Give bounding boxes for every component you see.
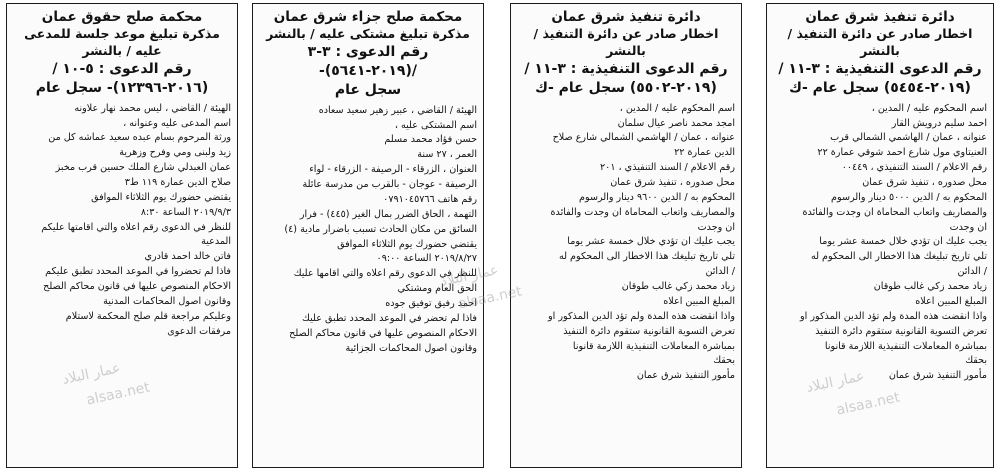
body-line: واذا انقضت هذه المدة ولم تؤد الدين المذكور او (548, 310, 735, 322)
court-name: دائرة تنفيذ شرق عمان (805, 9, 955, 25)
body-line: وقانون اصول المحاكمات الجزائية (345, 342, 477, 354)
notice-body (517, 102, 735, 384)
watermark: عمار البلاد (804, 368, 866, 396)
body-line: العمر ، ٢٧ سنة (417, 149, 477, 161)
body-line: للنظر في الدعوى رقم اعلاه والتي اقامتها عليكم (41, 221, 231, 233)
body-line: رقم هاتف ٠٧٩١٠٤٥٧٦٦ (383, 193, 477, 205)
body-line: ٢٠١٩/٨/٢٧ الساعة ٠٩:٠٠ (376, 253, 477, 265)
body-line: التهمة ، الحاق الضرر بمال الغير (٤٤٥) - فرار (299, 208, 477, 220)
body-line: بمباشرة المعاملات التنفيذية اللازمة قانونا (824, 340, 987, 352)
notice-civil-court (6, 3, 238, 468)
body-line: الهيئة / القاضي ، عبير زهير سعيد سعاده (318, 104, 477, 116)
body-line: يقتضي حضورك يوم الثلاثاء الموافق (337, 238, 477, 250)
court-name: محكمة صلح جزاء شرق عمان (273, 9, 463, 25)
body-line: فاذا لم تحضروا في الموعد المحدد تطبق عليكم (45, 266, 231, 278)
body-line: يجب عليك ان تؤدي خلال خمسة عشر يوما (567, 236, 735, 248)
case-register: (٢٠١٩-٥٥٠٢) سجل عام -ك (535, 79, 717, 96)
court-name: دائرة تنفيذ شرق عمان (551, 9, 701, 25)
notice-body (13, 102, 231, 340)
body-line: محل صدوره ، تنفيذ شرق عمان (862, 177, 987, 189)
body-line: بمباشرة المعاملات التنفيذية اللازمة قانونا (572, 340, 735, 352)
body-line: اسم المدعى عليه وعنوانه ، (123, 117, 231, 129)
body-line: والمصاريف واتعاب المحاماة ان وجدت والفائدة (802, 206, 987, 218)
body-line: والمصاريف واتعاب المحاماة ان وجدت والفائدة (550, 206, 735, 218)
body-line: مأمور التنفيذ شرق عمان (888, 370, 987, 382)
body-line: / الدائن (705, 266, 735, 278)
body-line: الهيئة / القاضي ، ليس محمد نهار علاونه (74, 102, 231, 114)
body-line: اسم المشتكى عليه ، (394, 119, 477, 131)
body-line: للنظر في الدعوى رقم اعلاه والتي اقامها عليك (293, 268, 477, 280)
body-line: رقم الاعلام / السند التنفيذي ، ٠٠٤٤٩ (841, 162, 987, 174)
body-line: بحقك (965, 355, 987, 367)
body-line: المبلغ المبين اعلاه (663, 295, 735, 307)
body-line: تعرض التسوية القانونية ستقوم دائرة التنفيذ (815, 325, 987, 337)
body-line: ورثة المرحوم بسام عبده سعيد عماشه كل من (48, 132, 231, 144)
body-line: العنيتاوي مول شارع احمد شوقي عمارة ٢٢ (817, 147, 987, 159)
case-number: رقم الدعوى : ٣-٣ /(٢٠١٩-٥٦٤١)- (307, 44, 429, 79)
body-line: تلي تاريخ تبليغك هذا الاخطار الى المحكوم له (558, 251, 735, 263)
body-line: يقتضي حضورك يوم الثلاثاء الموافق (91, 191, 231, 203)
body-line: الدين عمارة ٢٢ (674, 147, 735, 159)
body-line: العنوان ، الزرقاء - الرصيفة - الزرقاء - لواء (309, 164, 477, 176)
watermark: alsaa.net (85, 379, 152, 409)
body-line: زيد ولبنى ومي وفرح وزهرية (119, 147, 231, 159)
body-line: السائق من مكان الحادث تسبب باضرار مادية (٤) (284, 223, 477, 235)
case-number: رقم الدعوى التنفيذية : ٣-١١ / (778, 60, 982, 77)
body-line: تعرض التسوية القانونية ستقوم دائرة التنفيذ (563, 325, 735, 337)
body-line: بحقك (713, 355, 735, 367)
notice-execution-2 (766, 3, 994, 468)
body-line: عمان العبدلي شارع الملك حسين قرب مخبز (55, 162, 231, 174)
body-line: فاتن خالد احمد قادري (144, 251, 231, 263)
body-line: الحق العام ومشتكي (397, 283, 477, 295)
notice-subject: اخطار صادر عن دائرة التنفيذ / بالنشر (787, 26, 973, 59)
notice-execution-1 (510, 3, 742, 468)
body-line: زياد محمد زكي غالب طوقان (873, 281, 987, 293)
body-line: امجد محمد ناصر عيال سلمان (617, 117, 735, 129)
watermark: alsaa.net (835, 389, 902, 419)
body-line: المبلغ المبين اعلاه (915, 295, 987, 307)
court-name: محكمة صلح حقوق عمان (41, 9, 203, 25)
body-line: فاذا لم تحضر في الموعد المحدد تطبق عليك (302, 312, 477, 324)
body-line: احمد رفيق توفيق جوده (385, 297, 477, 309)
body-line: تلي تاريخ تبليغك هذا الاخطار الى المحكوم له (810, 251, 987, 263)
body-line: ٢٠١٩/٩/٣ الساعة ٨:٣٠ (140, 206, 231, 218)
body-line: مأمور التنفيذ شرق عمان (636, 370, 735, 382)
body-line: محل صدوره ، تنفيذ شرق عمان (610, 177, 735, 189)
body-line: الرصيفة - عوجان - بالقرب من مدرسة عائلة (302, 179, 477, 191)
watermark: alsaa.net (457, 283, 524, 313)
watermark: عمار البلاد (438, 262, 500, 290)
body-line: عنوانه ، عمان / الهاشمي الشمالي قرب (830, 132, 987, 144)
body-line: حسن فؤاد محمد مسلم (384, 134, 477, 146)
case-number: رقم الدعوى : ٥-١٠ / (52, 60, 192, 77)
notice-body (773, 102, 987, 384)
body-line: / الدائن (957, 266, 987, 278)
notice-criminal-court (252, 3, 484, 468)
case-register: سجل عام (334, 81, 402, 98)
body-line: اسم المحكوم عليه / المدين ، (871, 102, 987, 114)
body-line: عنوانه ، عمان / الهاشمي الشمالي شارع صلاح (552, 132, 735, 144)
body-line: رقم الاعلام / السند التنفيذي ، ٢٠١ (600, 162, 735, 174)
body-line: ان وجدت (949, 221, 987, 233)
body-line: زياد محمد زكي غالب طوقان (621, 281, 735, 293)
body-line: مرفقات الدعوى (167, 325, 231, 337)
body-line: وعليكم مراجعة قلم صلح المحكمة لاستلام (65, 310, 231, 322)
body-line: ان وجدت (697, 221, 735, 233)
body-line: الاحكام المنصوص عليها في قانون محاكم الصلح (43, 281, 231, 293)
notice-subject: اخطار صادر عن دائرة التنفيذ / بالنشر (533, 26, 719, 59)
body-line: وقانون اصول المحاكمات المدنية (103, 295, 231, 307)
notice-body (259, 104, 477, 357)
case-number: رقم الدعوى التنفيذية : ٣-١١ / (524, 60, 728, 77)
body-line: واذا انقضت هذه المدة ولم تؤد الدين المذكور او (800, 310, 987, 322)
body-line: اسم المحكوم عليه / المدين ، (619, 102, 735, 114)
notice-subject: مذكرة تبليغ موعد جلسة للمدعى عليه / بالنشر (24, 26, 220, 59)
body-line: يجب عليك ان تؤدي خلال خمسة عشر يوما (819, 236, 987, 248)
case-register: (٢٠١٦-١٢٣٩٦)- سجل عام (35, 79, 209, 96)
body-line: المحكوم به / الدين ٥٠٠٠ دينار والرسوم (831, 191, 987, 203)
body-line: الاحكام المنصوص عليها في قانون محاكم الصلح (289, 327, 477, 339)
notice-subject: مذكرة تبليغ مشتكى عليه / بالنشر (266, 26, 470, 42)
case-register: (٢٠١٩-٥٤٥٤) سجل عام -ك (789, 79, 971, 96)
body-line: صلاح الدين عمارة ١١٩ ط٣ (124, 177, 231, 189)
body-line: المدعية (201, 236, 231, 248)
body-line: المحكوم به / الدين ٩٦٠٠ دينار والرسوم (579, 191, 735, 203)
watermark: عمار البلاد (60, 360, 122, 388)
body-line: احمد سليم درويش القار (891, 117, 987, 129)
